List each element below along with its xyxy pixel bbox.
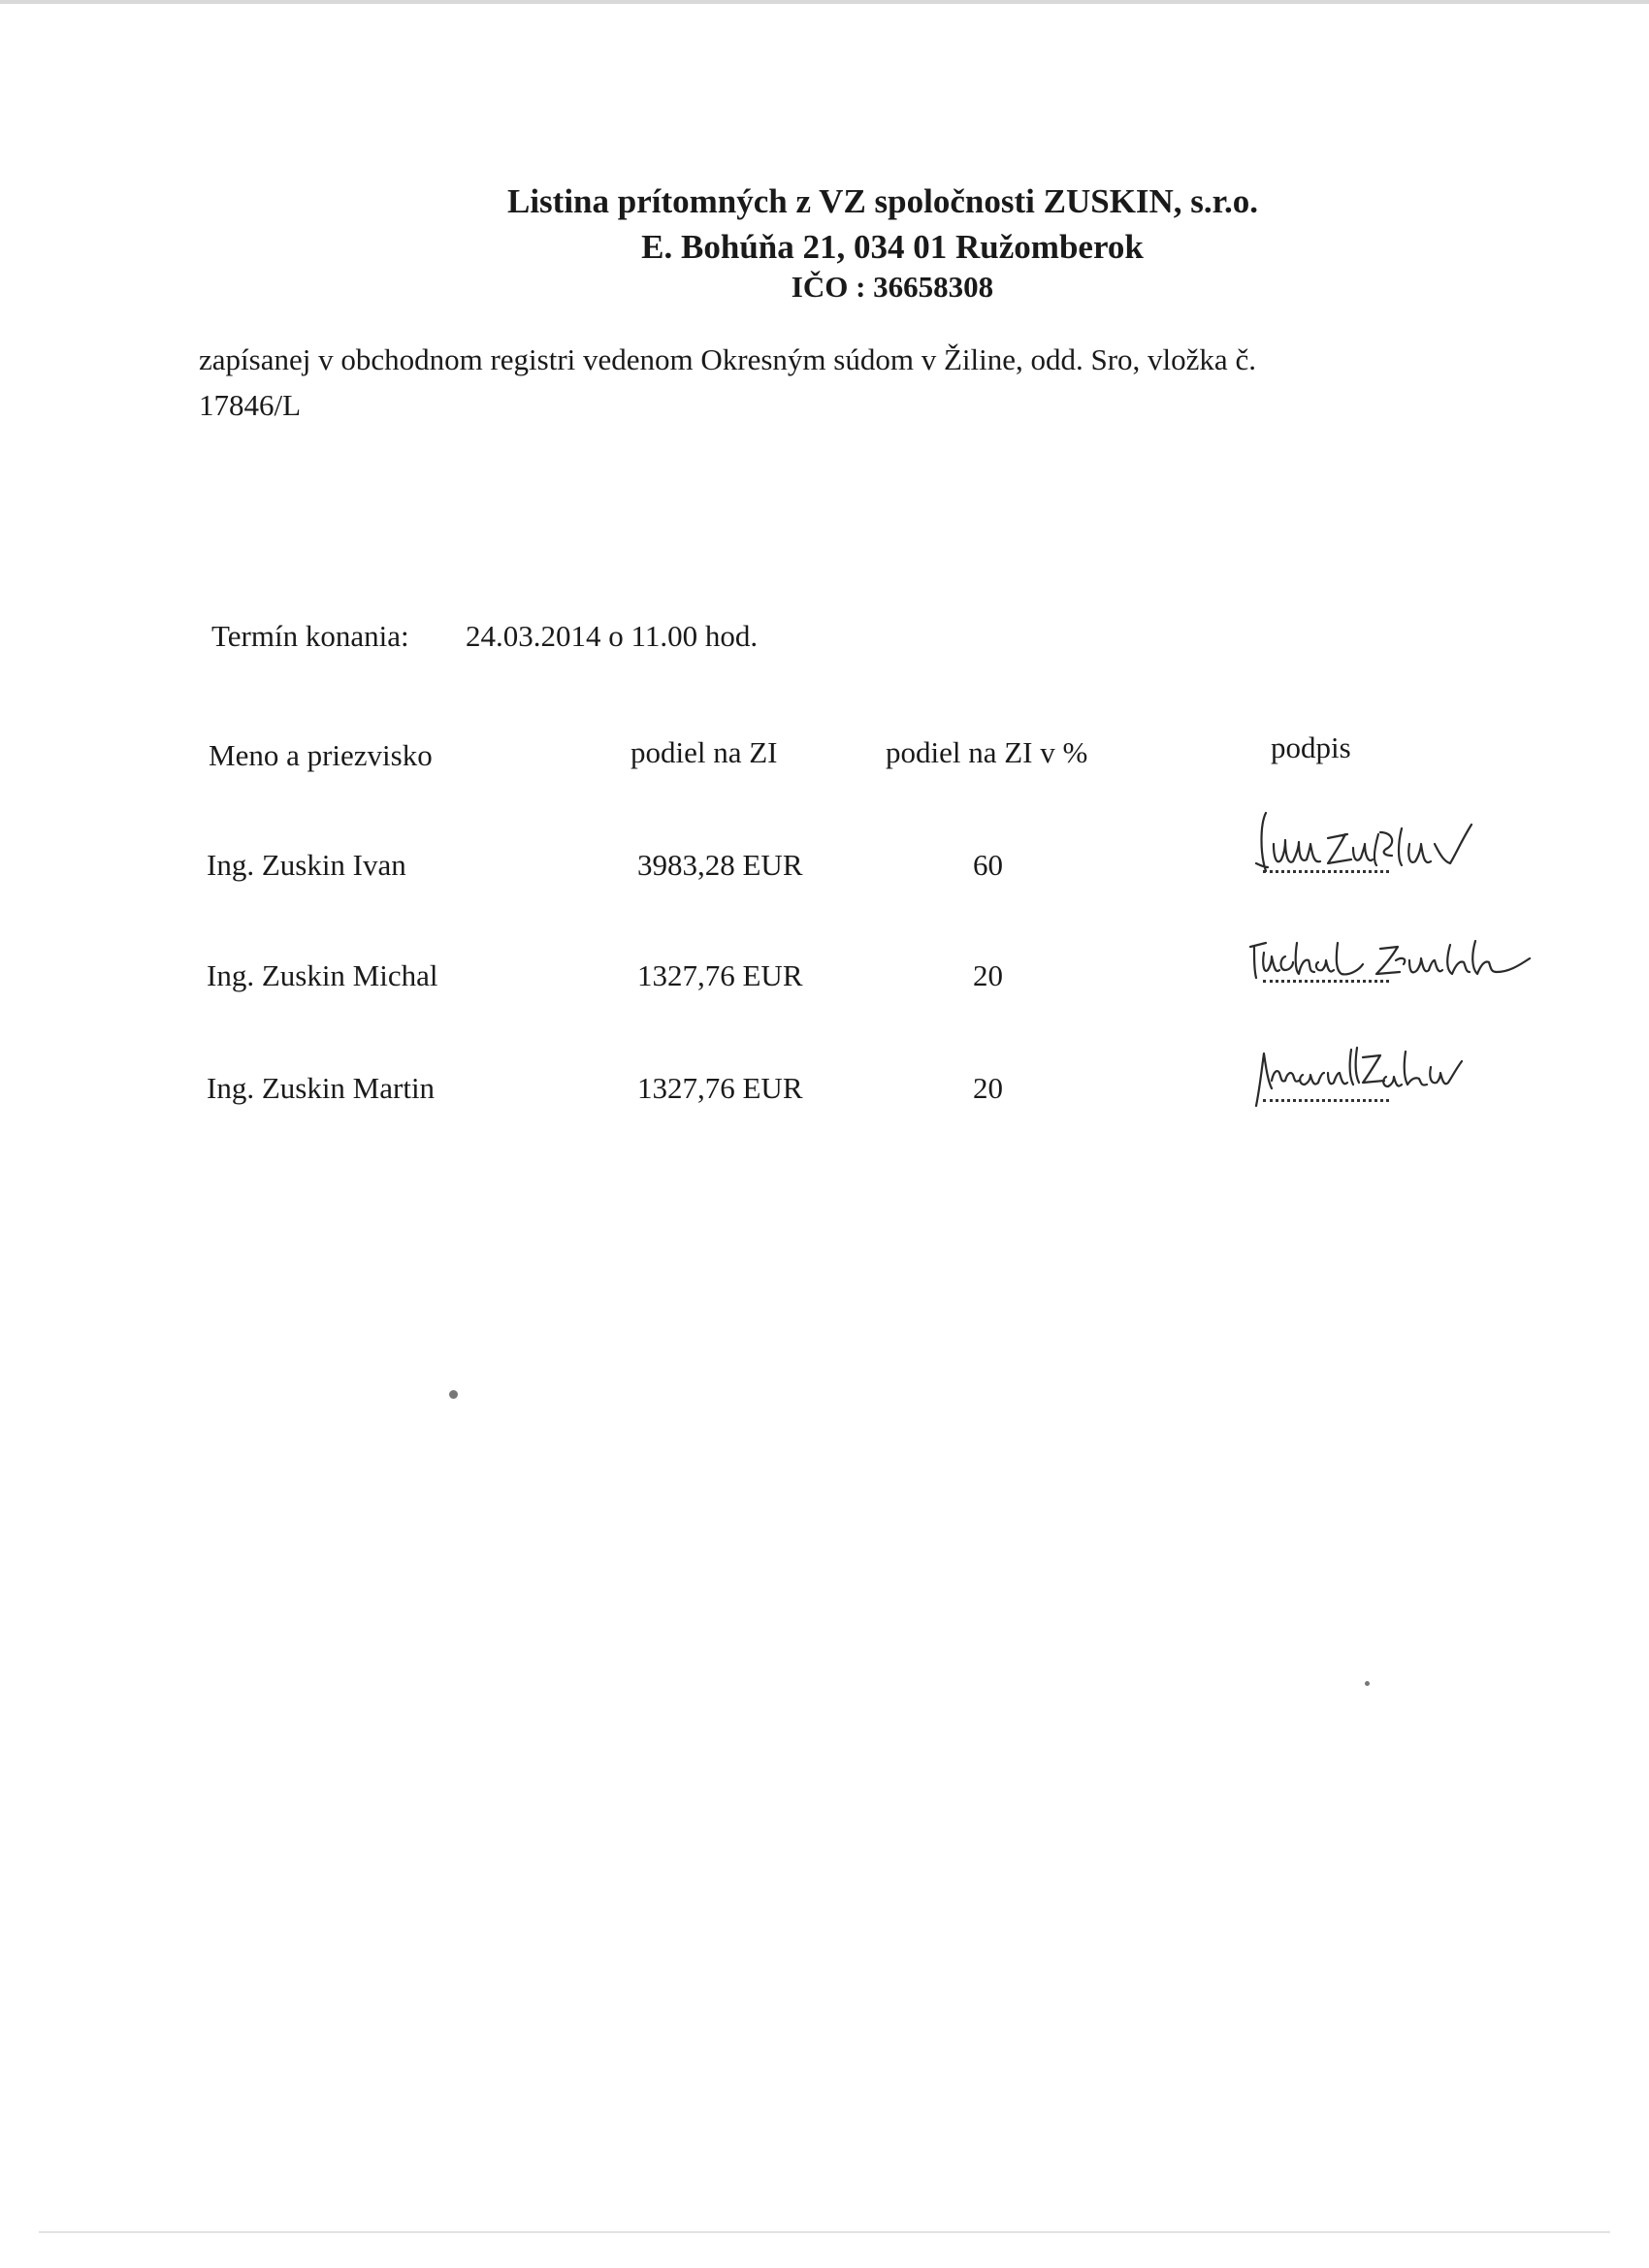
document-title: Listina prítomných z VZ spoločnosti ZUSKIN, s.r.o.: [506, 182, 1259, 220]
header-percent: podiel na ZI v %: [886, 735, 1088, 769]
row-3-signature: [1246, 1038, 1499, 1116]
header-signature: podpis: [1271, 730, 1351, 764]
header-name: Meno a priezvisko: [209, 738, 433, 772]
row-3-percent: 20: [973, 1071, 1003, 1105]
row-1-percent: 60: [973, 848, 1003, 882]
company-ico: IČO : 36658308: [791, 270, 994, 304]
row-3-share: 1327,76 EUR: [637, 1071, 803, 1105]
term-value: 24.03.2014 o 11.00 hod.: [466, 619, 759, 653]
scan-edge-bottom: [39, 2231, 1610, 2233]
header-share: podiel na ZI: [630, 735, 778, 769]
scan-edge-top: [0, 0, 1649, 4]
company-address: E. Bohúňa 21, 034 01 Ružomberok: [641, 228, 1144, 266]
row-2-signature: [1246, 931, 1557, 989]
row-1-name: Ing. Zuskin Ivan: [207, 848, 406, 882]
row-2-name: Ing. Zuskin Michal: [207, 958, 438, 992]
row-1-share: 3983,28 EUR: [637, 848, 803, 882]
row-2-share: 1327,76 EUR: [637, 958, 803, 992]
row-1-signature: [1246, 805, 1499, 883]
registry-line-2: 17846/L: [199, 388, 302, 422]
scan-speck: [1365, 1681, 1370, 1686]
registry-line-1: zapísanej v obchodnom registri vedenom Okresným súdom v Žiline, odd. Sro, vložka č.: [199, 342, 1256, 376]
term-label: Termín konania:: [211, 619, 409, 653]
row-3-name: Ing. Zuskin Martin: [207, 1071, 436, 1105]
row-2-percent: 20: [973, 958, 1003, 992]
scan-speck: [449, 1390, 458, 1399]
